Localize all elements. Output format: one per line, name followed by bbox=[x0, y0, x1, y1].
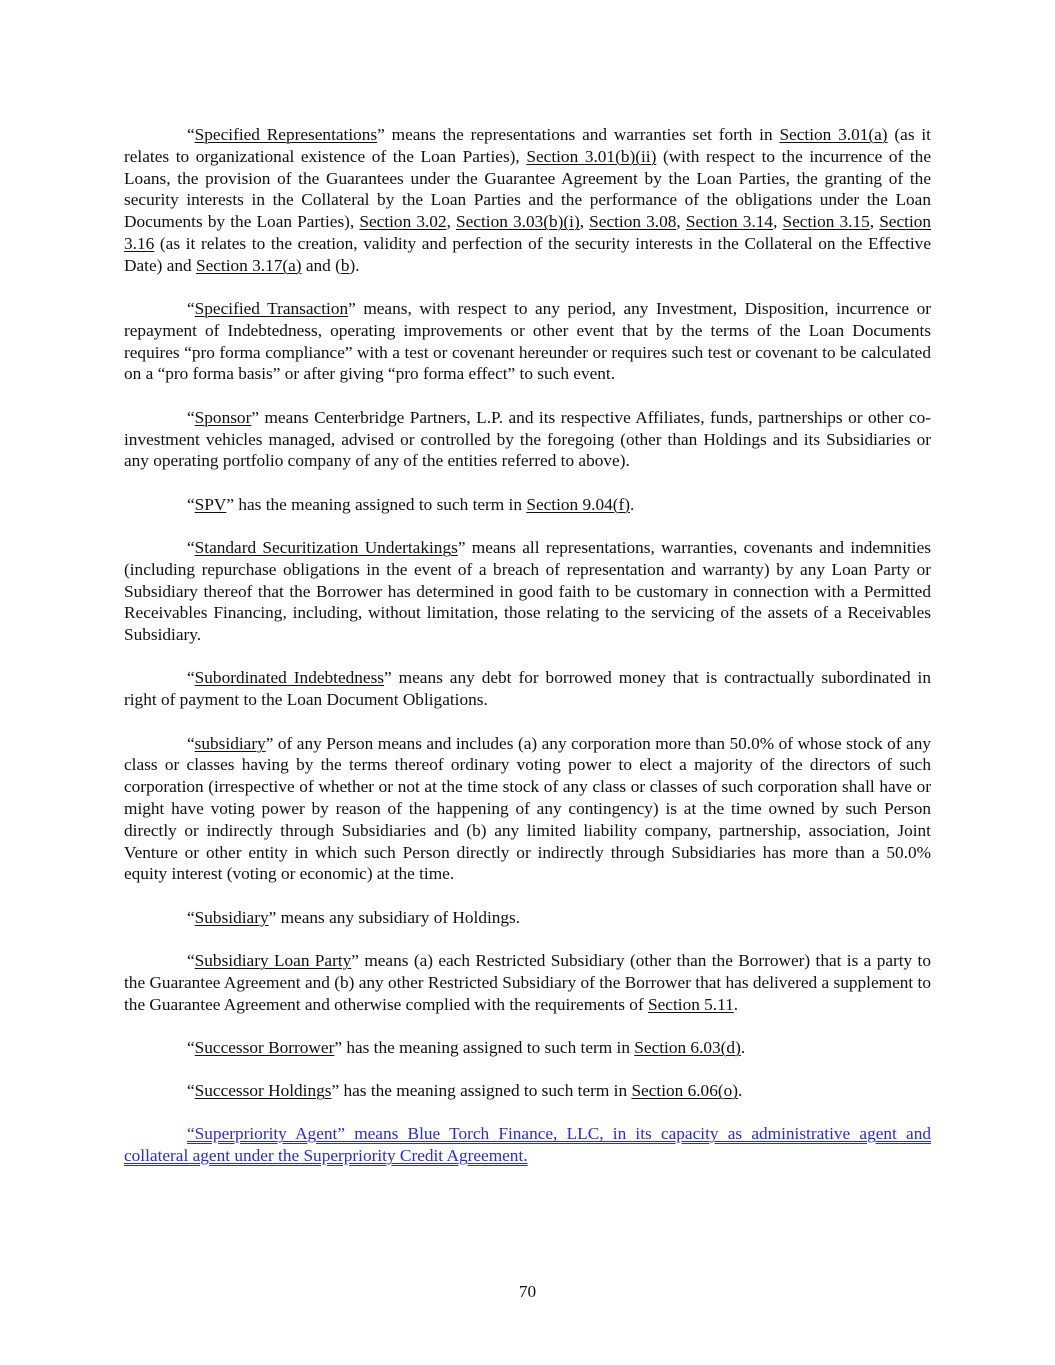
definitions-list bbox=[124, 124, 931, 1167]
section-reference: Section 9.04(f) bbox=[526, 494, 630, 514]
section-reference: Section 3.03(b)(i) bbox=[456, 212, 580, 232]
definition-sponsor bbox=[124, 407, 931, 472]
definition-subsidiary-upper bbox=[124, 907, 931, 929]
document-page bbox=[124, 124, 931, 1188]
defined-term: Successor Holdings bbox=[194, 1081, 332, 1101]
definition-text: and ( bbox=[301, 255, 341, 275]
definition-text: ” has the meaning assigned to such term in bbox=[226, 494, 527, 514]
section-reference: Section 3.01(b)(ii) bbox=[526, 146, 657, 166]
definition-superpriority-agent bbox=[124, 1123, 931, 1167]
definition-successor-borrower bbox=[124, 1037, 931, 1059]
inserted-text: “Superpriority Agent” means Blue Torch Finance, LLC, in its capacity as administrative agent and collateral agent under the Superpriority Credit Agreement. bbox=[124, 1124, 931, 1166]
definition-text: , bbox=[869, 212, 880, 232]
definition-text: “ bbox=[187, 668, 195, 688]
section-reference: Section 3.14 bbox=[685, 212, 774, 232]
definition-text: . bbox=[740, 1037, 746, 1057]
definition-text: “ bbox=[187, 950, 195, 970]
definition-text: , bbox=[579, 212, 590, 232]
definition-successor-holdings bbox=[124, 1080, 931, 1102]
definition-subsidiary-loan-party bbox=[124, 950, 931, 1015]
definition-text: ” has the meaning assigned to such term in bbox=[334, 1037, 635, 1057]
definition-subordinated-indebtedness bbox=[124, 667, 931, 711]
definition-text: ” means all representations, warranties, covenants and indemnities (including repurchase obligations in the event of a breach of representation and warranty) by any Loan Party or Subsidiary thereof that the Borrower has determined in good faith to be customary in connection with a Permitted Receivables Financing, including, without limitation, those relating to the servicing of the assets of a Receivables Subsidiary. bbox=[124, 537, 931, 645]
section-reference: Section 3.02 bbox=[359, 212, 447, 232]
definition-text: ” means Centerbridge Partners, L.P. and its respective Affiliates, funds, partnerships or other co-investment vehicles managed, advised or controlled by the foregoing (other than Holdings and its Subsidiaries or any operating portfolio company of any of the entities referred to above). bbox=[124, 407, 931, 471]
definition-text: . bbox=[738, 1081, 743, 1101]
defined-term: Specified Representations bbox=[194, 125, 378, 144]
definition-text: “ bbox=[187, 407, 195, 427]
definition-spv bbox=[124, 494, 931, 516]
definition-text: . bbox=[733, 994, 739, 1014]
section-reference: Section 3.16 bbox=[124, 212, 932, 253]
definition-text: ” means the representations and warranties set forth in bbox=[377, 125, 780, 144]
section-reference: Section 5.11 bbox=[648, 994, 734, 1014]
definition-specified-representations bbox=[124, 124, 931, 277]
definition-text: , bbox=[773, 212, 783, 232]
definition-text: “ bbox=[187, 907, 195, 927]
definition-text: “ bbox=[187, 733, 195, 753]
definition-text: (with respect to the incurrence of the Loans, the provision of the Guarantees under the Guarantee Agreement by the Loan Parties, the granting of the security interests in the Collateral by the Loan Parties and the performance of the obligations under the Loan Documents by the Loan Parties), bbox=[124, 146, 931, 232]
definition-text: ” means any debt for borrowed money that is contractually subordinated in right of payment to the Loan Document Obligations. bbox=[124, 668, 931, 710]
definition-standard-securitization-undertakings bbox=[124, 537, 931, 646]
definition-text: (as it relates to organizational existence of the Loan Parties), bbox=[124, 125, 931, 166]
definition-text: , bbox=[676, 212, 686, 232]
defined-term: Subordinated Indebtedness bbox=[194, 668, 385, 688]
definition-specified-transaction bbox=[124, 298, 931, 385]
section-reference: b bbox=[340, 255, 350, 275]
section-reference: Section 3.15 bbox=[782, 212, 870, 232]
definition-text: ” has the meaning assigned to such term in bbox=[331, 1081, 632, 1101]
definition-text: “ bbox=[187, 1037, 195, 1057]
defined-term: Standard Securitization Undertakings bbox=[194, 537, 458, 557]
definition-text: “ bbox=[187, 125, 195, 144]
section-reference: Section 3.08 bbox=[589, 212, 677, 232]
definition-text: “ bbox=[187, 299, 195, 319]
defined-term: Sponsor bbox=[194, 407, 252, 427]
definition-text: “ bbox=[187, 1081, 195, 1101]
defined-term: Specified Transaction bbox=[194, 299, 349, 319]
section-reference: Section 6.03(d) bbox=[634, 1037, 741, 1057]
defined-term: Subsidiary bbox=[194, 907, 269, 927]
definition-subsidiary-lower bbox=[124, 733, 931, 886]
definition-text: “ bbox=[187, 494, 195, 514]
definition-text: ” means any subsidiary of Holdings. bbox=[268, 907, 521, 927]
page-number: 70 bbox=[518, 1282, 537, 1301]
defined-term: Successor Borrower bbox=[194, 1037, 335, 1057]
section-reference: Section 3.01(a) bbox=[779, 125, 888, 144]
definition-text: , bbox=[446, 212, 457, 232]
definition-text: ). bbox=[349, 255, 360, 275]
defined-term: subsidiary bbox=[194, 733, 266, 753]
definition-text: “ bbox=[187, 537, 195, 557]
definition-text: ” means (a) each Restricted Subsidiary (other than the Borrower) that is a party to the Guarantee Agreement and (b) any other Restricted Subsidiary of the Borrower that has delivered a supplement to the Guarantee Agreement and otherwise complied with the requirements of bbox=[124, 950, 931, 1014]
definition-text: (as it relates to the creation, validity and perfection of the security interests in the Collateral on the Effective Date) and bbox=[124, 233, 931, 275]
defined-term: Subsidiary Loan Party bbox=[194, 950, 352, 970]
definition-text: ” means, with respect to any period, any Investment, Disposition, incurrence or repayment of Indebtedness, operating improvements or other event that by the terms of the Loan Documents requires “pro forma compliance” with a test or covenant hereunder or requires such test or covenant to be calculated on a “pro forma basis” or after giving “pro forma effect” to such event. bbox=[124, 299, 931, 384]
definition-text: . bbox=[630, 494, 635, 514]
section-reference: Section 6.06(o) bbox=[631, 1081, 738, 1101]
definition-text: ” of any Person means and includes (a) any corporation more than 50.0% of whose stock of any class or classes having by the terms thereof ordinary voting power to elect a majority of the directors of such corporation (irrespective of whether or not at the time stock of any class or classes of such corporation shall have or might have voting power by reason of the happening of any contingency) is at the time owned by such Person directly or indirectly through Subsidiaries and (b) any limited liability company, partnership, association, Joint Venture or other entity in which such Person directly or indirectly through Subsidiaries has more than a 50.0% equity interest (voting or economic) at the time. bbox=[124, 733, 931, 884]
defined-term: SPV bbox=[194, 494, 227, 514]
section-reference: Section 3.17(a) bbox=[195, 255, 302, 275]
